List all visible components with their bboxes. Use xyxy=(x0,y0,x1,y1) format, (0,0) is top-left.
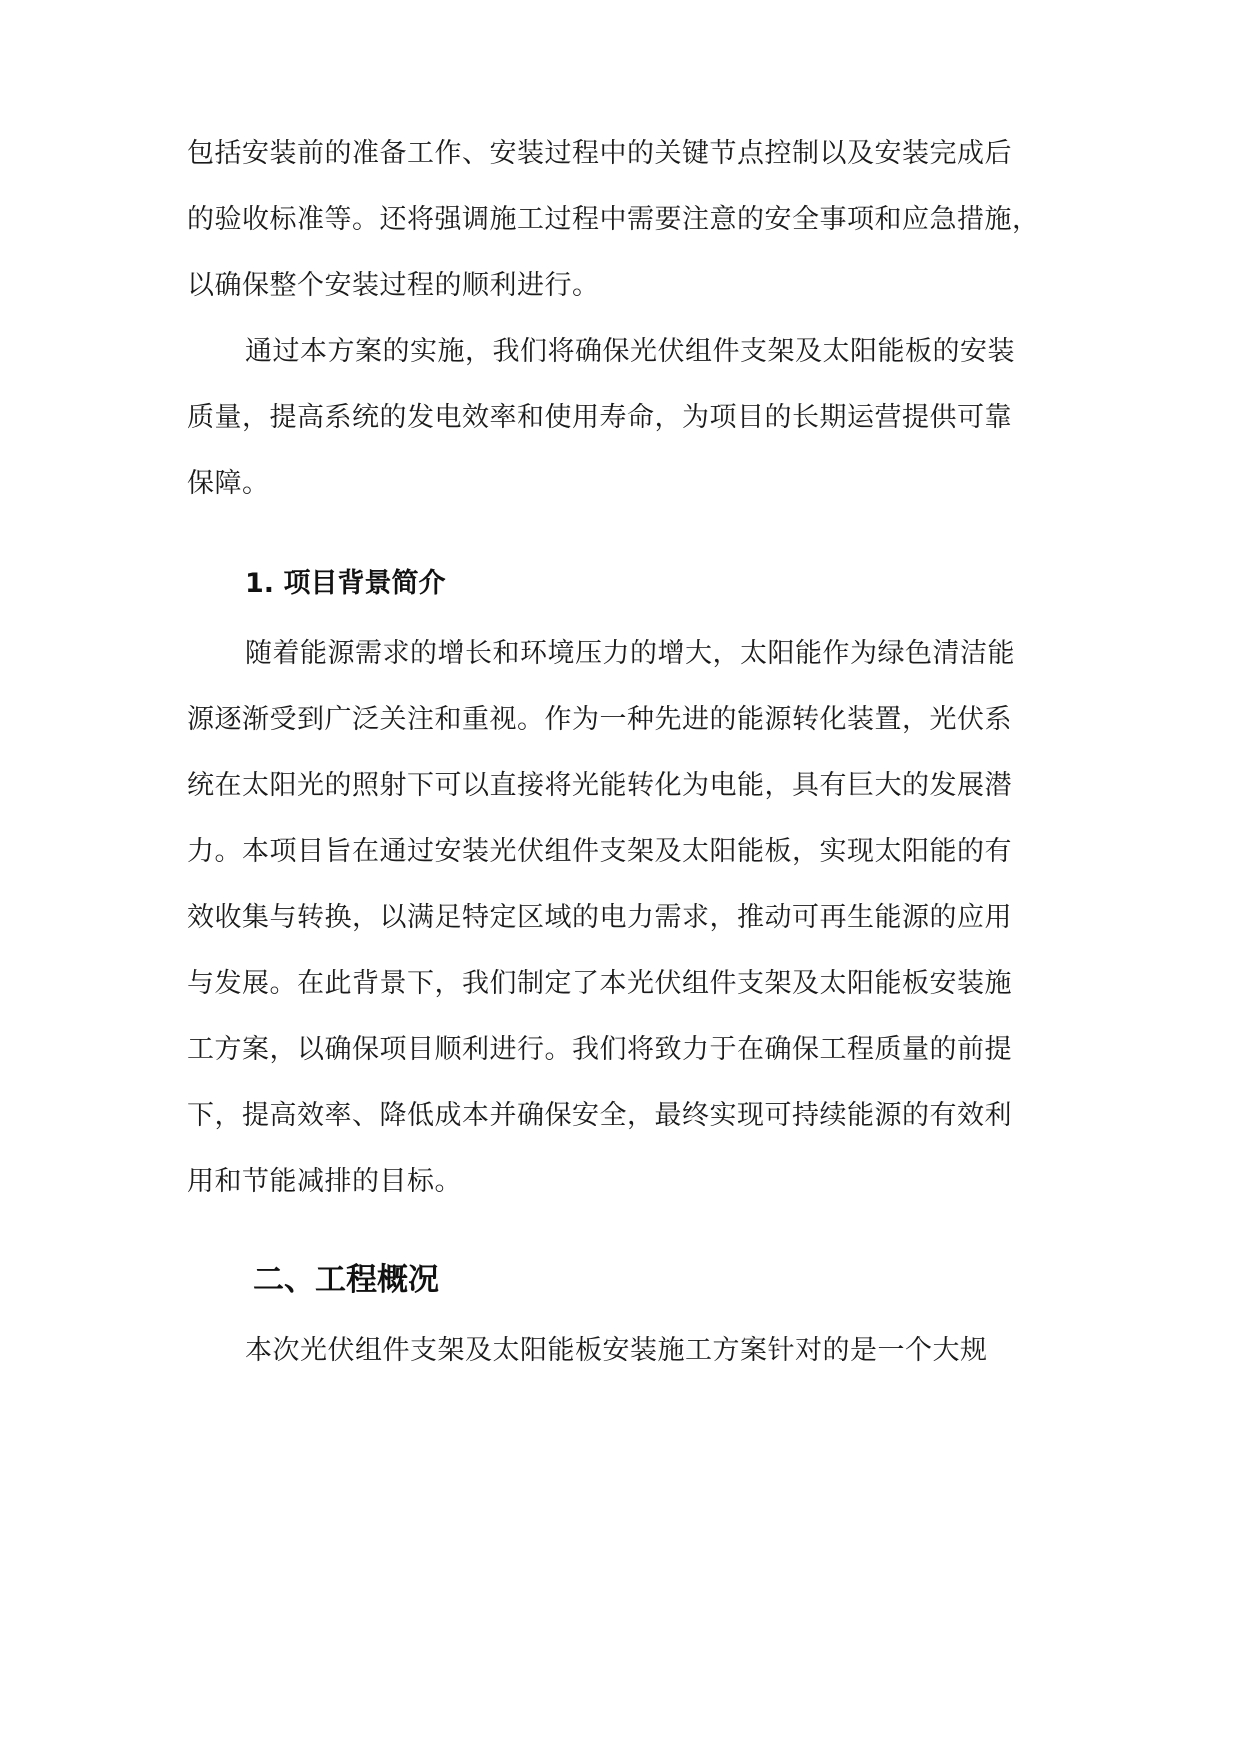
body-text-line: 本次光伏组件支架及太阳能板安装施工方案针对的是一个大规 xyxy=(245,1335,988,1366)
body-text-line: 质量，提高系统的发电效率和使用寿命，为项目的长期运营提供可靠 xyxy=(187,402,1012,433)
body-text-line: 通过本方案的实施，我们将确保光伏组件支架及太阳能板的安装 xyxy=(245,336,1015,367)
body-text-line: 下，提高效率、降低成本并确保安全，最终实现可持续能源的有效利 xyxy=(187,1100,1012,1131)
body-text-line: 源逐渐受到广泛关注和重视。作为一种先进的能源转化装置，光伏系 xyxy=(187,704,1012,735)
body-text-line: 统在太阳光的照射下可以直接将光能转化为电能，具有巨大的发展潜 xyxy=(187,770,1012,801)
body-text-line: 保障。 xyxy=(187,468,270,499)
body-text-line: 包括安装前的准备工作、安装过程中的关键节点控制以及安装完成后 xyxy=(187,138,1012,169)
body-text-line: 用和节能减排的目标。 xyxy=(187,1166,462,1197)
body-text-line: 与发展。在此背景下，我们制定了本光伏组件支架及太阳能板安装施 xyxy=(187,968,1012,999)
chapter-heading: 二、工程概况 xyxy=(253,1262,439,1298)
body-text-line: 工方案，以确保项目顺利进行。我们将致力于在确保工程质量的前提 xyxy=(187,1034,1012,1065)
body-text-line: 效收集与转换，以满足特定区域的电力需求，推动可再生能源的应用 xyxy=(187,902,1012,933)
body-text-line: 以确保整个安装过程的顺利进行。 xyxy=(187,270,600,301)
body-text-line: 随着能源需求的增长和环境压力的增大，太阳能作为绿色清洁能 xyxy=(245,638,1015,669)
section-heading: 1. 项目背景简介 xyxy=(245,568,446,599)
body-text-line: 力。本项目旨在通过安装光伏组件支架及太阳能板，实现太阳能的有 xyxy=(187,836,1012,867)
body-text-line: 的验收标准等。还将强调施工过程中需要注意的安全事项和应急措施， xyxy=(187,204,1040,235)
